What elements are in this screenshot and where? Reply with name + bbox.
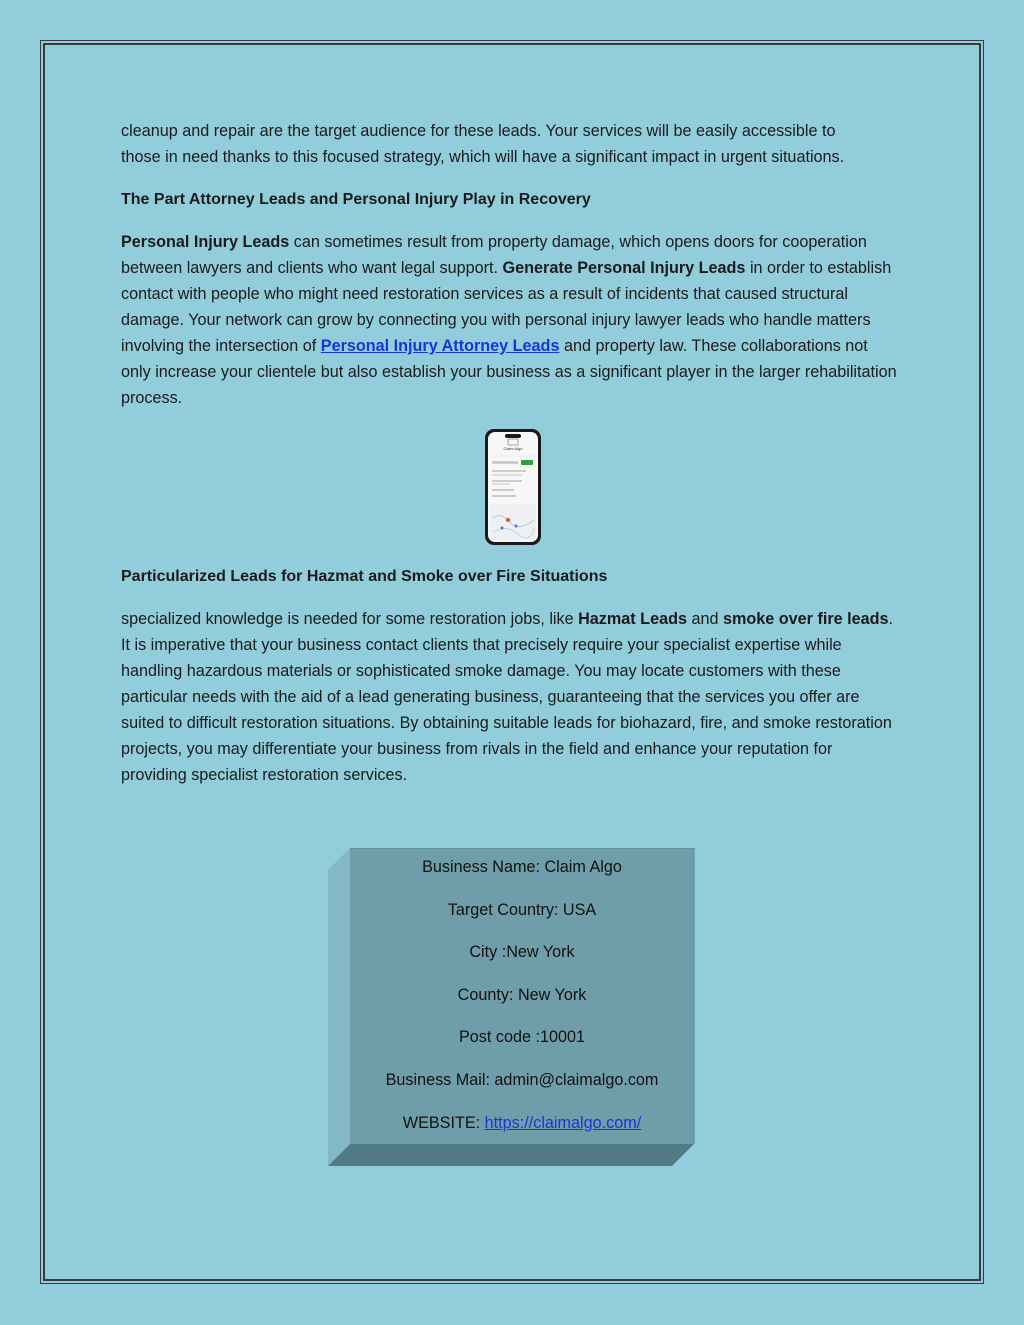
website-link[interactable]: https://claimalgo.com/ <box>484 1113 642 1132</box>
section2-heading: Particularized Leads for Hazmat and Smoke over Fire Situations <box>121 568 608 585</box>
intro-line-2: those in need thanks to this focused strategy, which will have a significant impact in urgent situations. <box>121 148 845 166</box>
website-line <box>350 1104 694 1147</box>
phone-app-title: Claim Algo <box>503 446 523 451</box>
personal-injury-leads-bold: Personal Injury Leads <box>121 233 290 251</box>
post-code: Post code :10001 <box>459 1028 585 1047</box>
intro-line-1: cleanup and repair are the target audience for these leads. Your services will be easily accessible to <box>121 122 836 140</box>
website-label: WEBSITE: <box>402 1113 485 1132</box>
target-country: Target Country: USA <box>447 900 597 919</box>
section2-text-3: . It is imperative that your business contact clients that precisely require your specialist expertise while handling hazardous materials or sophisticated smoke damage. You may locate customers with these particular needs with the aid of a lead generating business, guaranteeing that the services you offer are suited to difficult restoration situations. By obtaining suitable leads for biohazard, fire, and smoke restoration projects, you may differentiate your business from rivals in the field and enhance your reputation for providing specialist restoration services. <box>121 610 894 784</box>
section2-text-1: specialized knowledge is needed for some restoration jobs, like <box>121 610 579 628</box>
business-info-lines <box>350 848 694 1146</box>
smoke-over-fire-leads-bold: smoke over fire leads <box>722 610 889 628</box>
section1-text-3: and property law. These collaborations not only increase your clientele but also establish your business as a significant player in the larger rehabilitation process. <box>121 337 897 407</box>
personal-injury-attorney-leads-link[interactable]: Personal Injury Attorney Leads <box>320 337 560 355</box>
hazmat-leads-bold: Hazmat Leads <box>578 610 687 628</box>
section1-paragraph <box>121 229 901 411</box>
phone-search-button <box>521 460 533 465</box>
main-content <box>121 118 901 431</box>
section1-heading: The Part Attorney Leads and Personal Injury Play in Recovery <box>121 191 591 208</box>
city: City :New York <box>469 943 575 962</box>
section2-text-2: and <box>686 610 723 628</box>
section1-text-2: in order to establish contact with people who might need restoration services as a result of incidents that caused structural damage. Your network can grow by connecting you with personal injury lawyer leads who handle matters involving the intersection of <box>121 259 892 355</box>
section2-paragraph <box>121 606 901 788</box>
business-mail: Business Mail: admin@claimalgo.com <box>385 1070 659 1089</box>
generate-leads-bold: Generate Personal Injury Leads <box>502 259 746 277</box>
county: County: New York <box>457 985 587 1004</box>
intro-paragraph <box>121 118 901 170</box>
business-name: Business Name: Claim Algo <box>422 858 622 876</box>
section1-text-1: can sometimes result from property damage, which opens doors for cooperation between lawyers and clients who want legal support. <box>121 233 867 277</box>
phone-mockup-image <box>484 428 542 546</box>
